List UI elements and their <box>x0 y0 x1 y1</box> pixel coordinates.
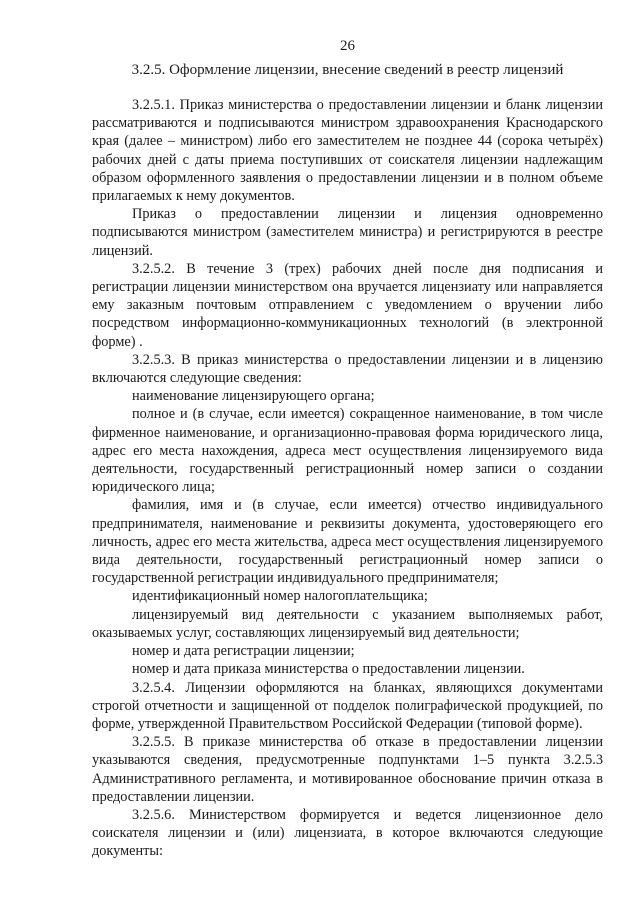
list-item-order-number: номер и дата приказа министерства о предоставлении лицензии. <box>132 661 525 678</box>
paragraph-3-2-5-4: 3.2.5.4. Лицензии оформляются на бланках, являющихся документами строгой отчетности и защищенной от подделок полиграфической продукцией, по форме, утвержденной Правительством Российской Федерации (типовой форме). <box>92 679 603 732</box>
paragraph-3-2-5-2: 3.2.5.2. В течение 3 (трех) рабочих дней после дня подписания и регистрации лицензии министерством она вручается лицензиату или направляется ему заказным почтовым отправлением с уведомлением о вручении либо посредством информационно-коммуникационных технологий (в электронной форме) . <box>92 260 603 350</box>
page-number: 26 <box>340 38 355 54</box>
list-item-legal-entity: полное и (в случае, если имеется) сокращенное наименование, в том числе фирменное наименование, и организационно-правовая форма юридического лица, адрес его места нахождения, адреса мест осуществления лицензируемого вида деятельности, государственный регистрационный номер записи о создании юридического лица; <box>92 406 603 496</box>
paragraph-3-2-5-5: 3.2.5.5. В приказе министерства об отказе в предоставлении лицензии указываются сведения, предусмотренные подпунктами 1–5 пункта 3.2.5.3 Административного регламента, и мотивированное обоснование причин отказа в предоставлении лицензии. <box>92 734 603 805</box>
list-item-activity-type: лицензируемый вид деятельности с указанием выполняемых работ, оказываемых услуг, составляющих лицензируемый вид деятельности; <box>92 606 603 641</box>
paragraph-3-2-5-6: 3.2.5.6. Министерством формируется и ведется лицензионное дело соискателя лицензии и (или) лицензиата, в которое включаются следующие документы: <box>92 806 603 860</box>
paragraph-3-2-5-3: 3.2.5.3. В приказ министерства о предоставлении лицензии и в лицензию включаются следующие сведения: <box>92 351 603 387</box>
list-item-entrepreneur: фамилия, имя и (в случае, если имеется) отчество индивидуального предпринимателя, наименование и реквизиты документа, удостоверяющего его личность, адрес его места жительства, адреса мест осуществления лицензируемого вида деятельности, государственный регистрационный номер записи о государственной регистрации индивидуального предпринимателя; <box>92 497 603 587</box>
paragraph-3-2-5-1: 3.2.5.1. Приказ министерства о предоставлении лицензии и бланк лицензии рассматриваются и подписываются министром здравоохранения Краснодарского края (далее – министром) либо его заместителем не позднее 44 (сорока четырёх) рабочих дней с даты приема поступивших от соискателя лицензии надлежащим образом оформленного заявления о предоставлении лицензии и в полном объеме прилагаемых к нему документов. <box>92 97 603 205</box>
section-title: 3.2.5. Оформление лицензии, внесение сведений в реестр лицензий <box>131 62 564 78</box>
list-item-taxpayer-id: идентификационный номер налогоплательщика; <box>132 588 428 605</box>
list-item-authority-name: наименование лицензирующего органа; <box>132 388 375 405</box>
paragraph-order-signing: Приказ о предоставлении лицензии и лицензия одновременно подписываются министром (заместителем министра) и регистрируются в реестре лицензий. <box>92 206 603 259</box>
list-item-registration-number: номер и дата регистрации лицензии; <box>132 643 355 660</box>
